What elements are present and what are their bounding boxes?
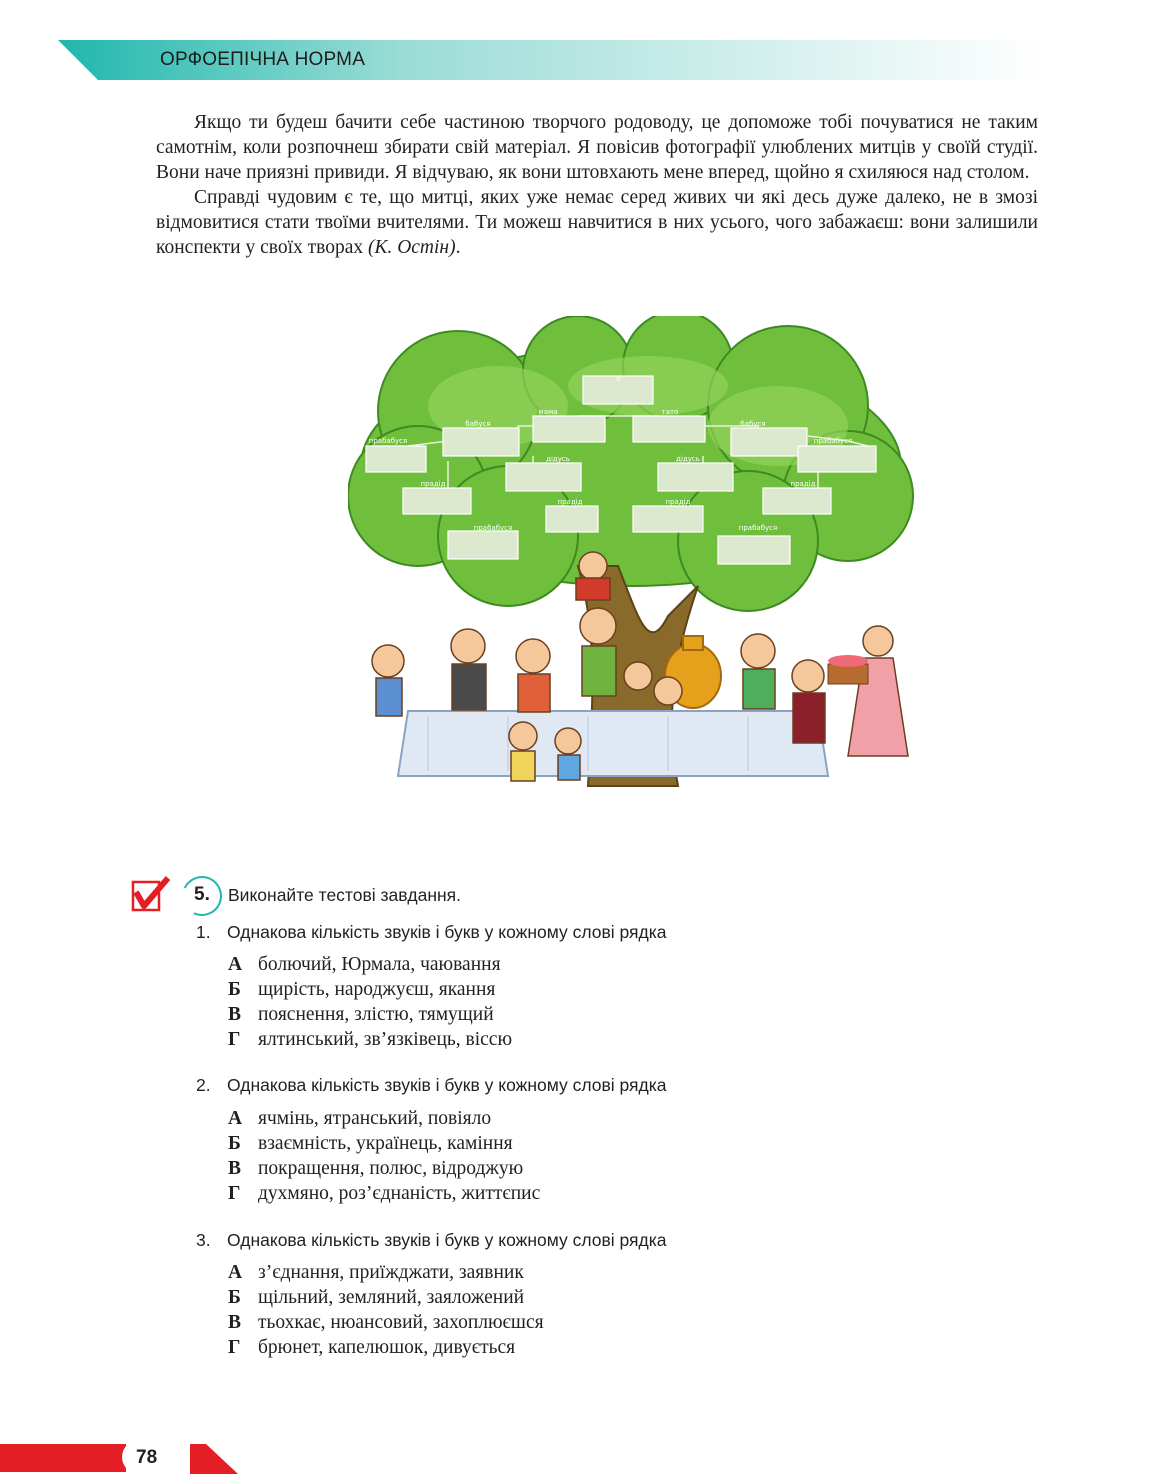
question-3 bbox=[196, 1230, 667, 1251]
paragraph-2-text: Справді чудовим є те, що митці, яких уже немає серед живих чи які десь дуже далеко, не в змозі відмовитися стати твоїми вчителями. Ти можеш навчитися в них усього, чого забажаєш: вони залишили конспекти у своїх творах bbox=[156, 187, 1038, 258]
option-text: болючий, Юрмала, чаювання bbox=[258, 954, 501, 975]
option-a bbox=[228, 952, 512, 977]
label-ggm-right: прабабуся bbox=[813, 437, 853, 445]
task-instruction: Виконайте тестові завдання. bbox=[228, 885, 461, 905]
option-h bbox=[228, 1027, 512, 1052]
option-letter: Б bbox=[228, 1287, 241, 1308]
option-text: з’єднання, приїжджати, заявник bbox=[258, 1262, 524, 1283]
option-b bbox=[228, 1131, 540, 1156]
paragraph-1: Якщо ти будеш бачити себе частиною творчого родоводу, це допоможе тобі почуватися не таким самотнім, коли розпочнеш збирати свій матеріал. Я повісив фотографії улюблених митців у своїй студії. Вони наче приязні привиди. Я відчуваю, як вони штовхають мене вперед, щойно я схиляюся над столом. bbox=[156, 112, 1038, 183]
question-1-options bbox=[228, 952, 512, 1052]
option-letter: В bbox=[228, 1004, 242, 1025]
label-ggf-center-left: прадід bbox=[557, 498, 583, 506]
section-title: ОРФОЕПІЧНА НОРМА bbox=[160, 49, 366, 70]
option-text: щирість, народжуєш, якання bbox=[258, 979, 496, 1000]
option-text: духмяно, роз’єднаність, життєпис bbox=[258, 1183, 541, 1204]
option-letter: Б bbox=[228, 1133, 241, 1154]
option-text: брюнет, капелюшок, дивується bbox=[258, 1337, 516, 1358]
option-letter: Г bbox=[228, 1183, 241, 1204]
option-text: пояснення, злістю, тямущий bbox=[258, 1004, 494, 1025]
label-ggf-right: прадід bbox=[790, 480, 816, 488]
paragraph-2 bbox=[156, 185, 1038, 260]
label-mother: мама bbox=[538, 408, 558, 416]
attribution: (К. Остін) bbox=[368, 237, 456, 258]
question-text: Однакова кількість звуків і букв у кожному слові рядка bbox=[227, 1230, 667, 1250]
label-ggm-left: прабабуся bbox=[368, 437, 408, 445]
footer-band-shape bbox=[0, 1440, 260, 1474]
option-v bbox=[228, 1310, 544, 1335]
page-footer bbox=[0, 1440, 260, 1480]
option-text: покращення, полюс, відроджую bbox=[258, 1158, 524, 1179]
family-tree-picture bbox=[348, 316, 914, 798]
option-text: ячмінь, ятранський, повіяло bbox=[258, 1108, 492, 1129]
option-v bbox=[228, 1156, 540, 1181]
task-number: 5. bbox=[194, 884, 210, 905]
question-text: Однакова кількість звуків і букв у кожному слові рядка bbox=[227, 1075, 667, 1095]
question-number: 1. bbox=[196, 922, 211, 942]
label-ggm-bottom-left: прабабуся bbox=[473, 524, 513, 532]
option-letter: А bbox=[228, 1262, 243, 1283]
task-header bbox=[130, 870, 830, 920]
label-me: Я bbox=[615, 375, 621, 383]
label-grandma-left: бабуся bbox=[465, 420, 491, 428]
option-a bbox=[228, 1260, 544, 1285]
label-ggm-bottom-right: прабабуся bbox=[738, 524, 778, 532]
label-grandpa-left: дідусь bbox=[546, 455, 570, 463]
checkmark-icon bbox=[130, 876, 172, 916]
label-grandpa-right: дідусь bbox=[676, 455, 700, 463]
label-ggf-left: прадід bbox=[420, 480, 446, 488]
option-letter: А bbox=[228, 954, 243, 975]
family-tree-illustration bbox=[348, 316, 914, 798]
option-h bbox=[228, 1335, 544, 1360]
option-letter: Г bbox=[228, 1337, 241, 1358]
option-text: ялтинський, зв’язківець, віссю bbox=[258, 1029, 513, 1050]
label-father: тато bbox=[661, 408, 679, 416]
option-letter: В bbox=[228, 1312, 242, 1333]
option-b bbox=[228, 977, 512, 1002]
question-2-options bbox=[228, 1106, 540, 1206]
option-letter: Б bbox=[228, 979, 241, 1000]
page-number: 78 bbox=[136, 1447, 158, 1468]
question-text: Однакова кількість звуків і букв у кожному слові рядка bbox=[227, 922, 667, 942]
option-v bbox=[228, 1002, 512, 1027]
option-a bbox=[228, 1106, 540, 1131]
option-text: взаємність, українець, каміння bbox=[258, 1133, 513, 1154]
label-ggf-center-right: прадід bbox=[665, 498, 691, 506]
question-2 bbox=[196, 1075, 667, 1096]
option-h bbox=[228, 1181, 540, 1206]
option-b bbox=[228, 1285, 544, 1310]
option-letter: Г bbox=[228, 1029, 241, 1050]
question-number: 2. bbox=[196, 1075, 211, 1095]
option-text: щільний, земляний, заяложений bbox=[258, 1287, 525, 1308]
question-number: 3. bbox=[196, 1230, 211, 1250]
option-letter: А bbox=[228, 1108, 243, 1129]
question-3-options bbox=[228, 1260, 544, 1360]
question-1 bbox=[196, 922, 667, 943]
section-header bbox=[58, 40, 1043, 80]
option-letter: В bbox=[228, 1158, 242, 1179]
label-grandma-right: бабуся bbox=[740, 420, 766, 428]
body-text bbox=[156, 110, 1038, 260]
option-text: тьохкає, нюансовий, захоплюєшся bbox=[258, 1312, 544, 1333]
paragraph-end: . bbox=[455, 237, 461, 258]
